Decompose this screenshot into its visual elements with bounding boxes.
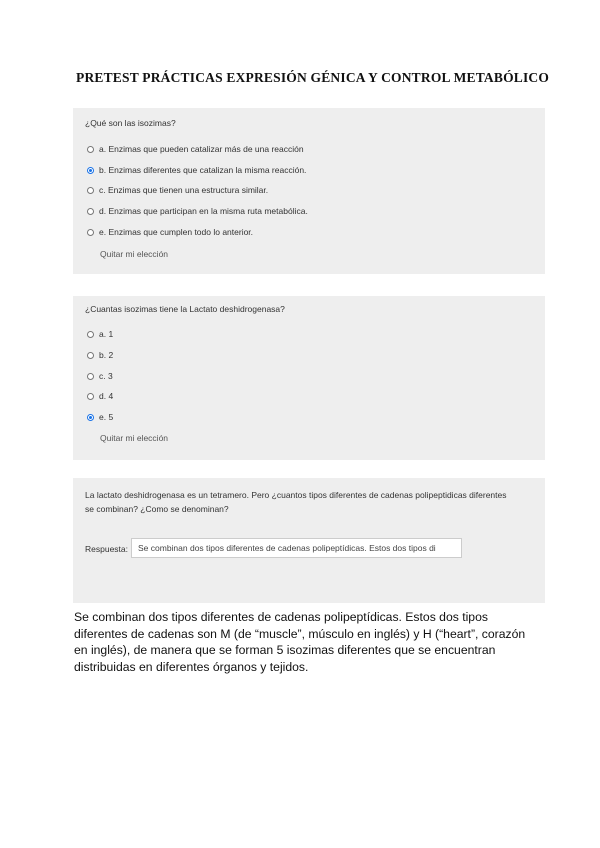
q1-option-b[interactable] — [87, 163, 306, 177]
q2-option-e[interactable] — [87, 410, 113, 424]
q2-option-d-label: d. 4 — [99, 391, 114, 401]
question-3-text-line-1: La lactato deshidrogenasa es un tetramero. Pero ¿cuantos tipos diferentes de cadenas polipeptidicas diferentes — [85, 490, 507, 500]
q2-option-a-label: a. 1 — [99, 329, 114, 339]
radio-unchecked-icon[interactable] — [87, 229, 94, 236]
q2-option-a[interactable] — [87, 327, 113, 341]
q2-clear-choice-link[interactable]: Quitar mi elección — [100, 433, 169, 443]
question-1-text: ¿Qué son las isozimas? — [85, 118, 176, 128]
question-1-card — [73, 108, 545, 274]
q1-option-d-label: d. Enzimas que participan en la misma ruta metabólica. — [99, 206, 308, 216]
q2-option-d[interactable] — [87, 389, 113, 403]
q2-option-b-label: b. 2 — [99, 350, 114, 360]
page-title: PRETEST PRÁCTICAS EXPRESIÓN GÉNICA Y CONTROL METABÓLICO — [76, 70, 550, 85]
q1-option-c-label: c. Enzimas que tienen una estructura similar. — [99, 185, 269, 195]
response-input[interactable] — [131, 538, 462, 558]
question-3-card — [73, 478, 545, 603]
q2-option-b[interactable] — [87, 348, 113, 362]
radio-checked-icon[interactable] — [87, 167, 94, 174]
answer-line: diferentes de cadenas son M (de “muscle”, músculo en inglés) y H (“heart”, corazón — [74, 626, 526, 641]
radio-unchecked-icon[interactable] — [87, 331, 94, 338]
response-label: Respuesta: — [85, 544, 128, 554]
q1-option-a[interactable] — [87, 142, 304, 156]
q1-option-c[interactable] — [87, 183, 268, 197]
question-3-text-line-2: se combinan? ¿Como se denominan? — [85, 504, 229, 514]
radio-unchecked-icon[interactable] — [87, 352, 94, 359]
radio-unchecked-icon[interactable] — [87, 373, 94, 380]
answer-line: Se combinan dos tipos diferentes de cadenas polipeptídicas. Estos dos tipos — [74, 610, 488, 624]
radio-checked-icon[interactable] — [87, 414, 94, 421]
q2-option-c[interactable] — [87, 369, 113, 383]
question-2-card — [73, 296, 545, 460]
q1-option-e-label: e. Enzimas que cumplen todo lo anterior. — [99, 227, 254, 237]
answer-paragraph — [74, 609, 544, 675]
q1-option-a-label: a. Enzimas que pueden catalizar más de una reacción — [99, 144, 304, 154]
answer-line: en inglés), de manera que se forman 5 isozimas diferentes que se encuentran — [74, 643, 496, 657]
q1-option-b-label: b. Enzimas diferentes que catalizan la misma reacción. — [99, 165, 307, 175]
q1-option-e[interactable] — [87, 225, 253, 239]
q1-option-d[interactable] — [87, 204, 308, 218]
answer-line: distribuidas en diferentes órganos y tejidos. — [74, 659, 309, 674]
q1-clear-choice-link[interactable]: Quitar mi elección — [100, 249, 169, 259]
question-2-text: ¿Cuantas isozimas tiene la Lactato deshidrogenasa? — [85, 304, 285, 314]
radio-unchecked-icon[interactable] — [87, 208, 94, 215]
radio-unchecked-icon[interactable] — [87, 393, 94, 400]
q2-option-c-label: c. 3 — [99, 371, 113, 381]
radio-unchecked-icon[interactable] — [87, 187, 94, 194]
q2-option-e-label: e. 5 — [99, 412, 114, 422]
radio-unchecked-icon[interactable] — [87, 146, 94, 153]
